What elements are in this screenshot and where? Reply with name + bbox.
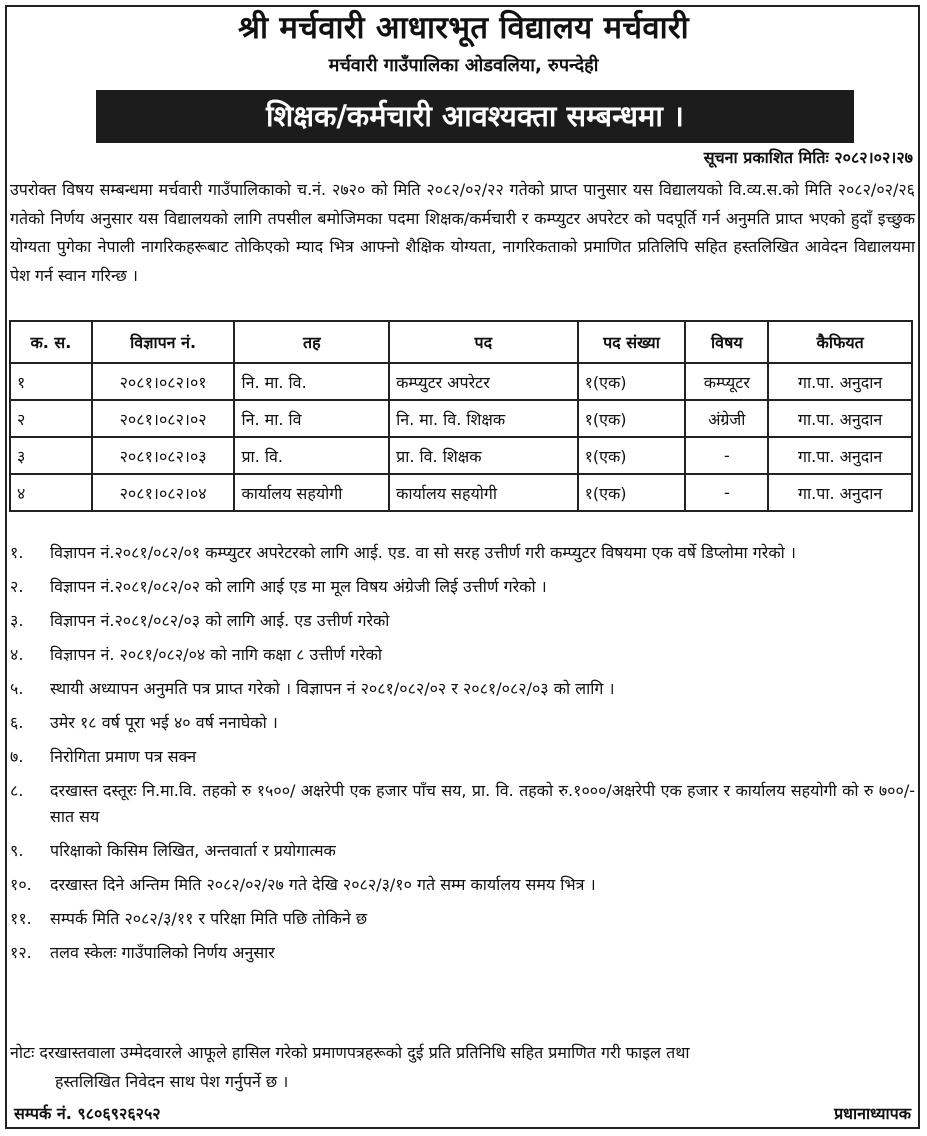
list-item (10, 838, 915, 864)
cell-level: नि. मा. वि (234, 400, 389, 437)
item-text: दरखास्त दिने अन्तिम मिति २०८२/०२/२७ गते देखि २०८२/३/१० गते सम्म कार्यालय समय भित्र । (50, 875, 596, 894)
list-item (10, 940, 915, 966)
item-text: उमेर १८ वर्ष पूरा भई ४० वर्ष ननाघेको । (50, 713, 278, 732)
list-item (10, 676, 915, 702)
item-text: विज्ञापन नं.२०८१/०८२/०३ को लागि आई. एड उत्तीर्ण गरेको (50, 611, 390, 630)
item-number: ७. (10, 747, 24, 766)
list-item (10, 574, 915, 600)
item-number: १२. (10, 943, 32, 962)
cell-level: प्रा. वि. (234, 437, 389, 474)
table-row (10, 474, 912, 511)
publish-date: सूचना प्रकाशित मितिः २०८२।०२।२७ (703, 148, 913, 167)
cell-count: १(एक) (578, 363, 686, 400)
cell-subject: - (685, 437, 768, 474)
list-item (10, 710, 915, 736)
item-number: २. (10, 577, 24, 596)
item-text: परिक्षाको किसिम लिखित, अन्तवार्ता र प्रयोगात्मक (50, 841, 336, 860)
signatory: प्रधानाध्यापक (834, 1104, 911, 1123)
list-item (10, 744, 915, 770)
list-item (10, 778, 915, 830)
cell-count: १(एक) (578, 400, 686, 437)
cell-subject: कम्प्यूटर (685, 363, 768, 400)
cell-serial: २ (10, 400, 92, 437)
list-item (10, 906, 915, 932)
cell-count: १(एक) (578, 437, 686, 474)
col-header-level: तह (234, 321, 389, 363)
col-header-ad-no: विज्ञापन नं. (92, 321, 235, 363)
cell-level: कार्यालय सहयोगी (234, 474, 389, 511)
cell-remarks: गा.पा. अनुदान (768, 474, 912, 511)
item-number: ५. (10, 679, 24, 698)
list-item (10, 872, 915, 898)
item-number: ११. (10, 909, 32, 928)
item-text: तलव स्केलः गाउँपालिको निर्णय अनुसार (50, 943, 275, 962)
table-row (10, 400, 912, 437)
cell-count: १(एक) (578, 474, 686, 511)
cell-remarks: गा.पा. अनुदान (768, 363, 912, 400)
cell-ad-no: २०८१।०८२।०३ (92, 437, 235, 474)
table-header-row (10, 321, 912, 363)
cell-post: कार्यालय सहयोगी (389, 474, 578, 511)
item-number: ६. (10, 713, 24, 732)
cell-post: कम्प्युटर अपरेटर (389, 363, 578, 400)
note-text: दरखास्तवाला उम्मेदवारले आफूले हासिल गरेको प्रमाणपत्रहरूको दुई प्रति प्रतिनिधि सहित प्रमाणित गरी फाइल तथा (39, 1043, 690, 1062)
item-number: ८. (10, 781, 24, 800)
table-row (10, 363, 912, 400)
item-number: ४. (10, 645, 24, 664)
cell-level: नि. मा. वि. (234, 363, 389, 400)
item-number: ९. (10, 841, 24, 860)
item-text: सम्पर्क मिति २०८२/३/११ र परिक्षा मिति पछि तोकिने छ (50, 909, 368, 928)
col-header-serial: क. स. (10, 321, 92, 363)
note-label: नोटः (10, 1043, 35, 1062)
cell-remarks: गा.पा. अनुदान (768, 437, 912, 474)
col-header-subject: विषय (685, 321, 768, 363)
contact-number: सम्पर्क नं. ९८०६९२६२५२ (14, 1104, 161, 1123)
list-item (10, 642, 915, 668)
item-number: १. (10, 543, 24, 562)
cell-serial: ४ (10, 474, 92, 511)
item-text: विज्ञापन नं.२०८१/०८२/०१ कम्प्युटर अपरेटरको लागि आई. एड. वा सो सरह उत्तीर्ण गरी कम्प्युटर विषयमा एक वर्षे डिप्लोमा गरेको । (50, 543, 796, 562)
cell-ad-no: २०८१।०८२।०४ (92, 474, 235, 511)
conditions-list (10, 540, 915, 974)
col-header-remarks: कैफियत (768, 321, 912, 363)
table-row (10, 437, 912, 474)
item-text: विज्ञापन नं.२०८१/०८२/०२ को लागि आई एड मा मूल विषय अंग्रेजी लिई उत्तीर्ण गरेको । (50, 577, 547, 596)
cell-ad-no: २०८१।०८२।०२ (92, 400, 235, 437)
cell-serial: ३ (10, 437, 92, 474)
list-item (10, 540, 915, 566)
notice-banner: शिक्षक/कर्मचारी आवश्यक्ता सम्बन्धमा । (96, 90, 854, 143)
cell-ad-no: २०८१।०८२।०१ (92, 363, 235, 400)
school-title: श्री मर्चवारी आधारभूत विद्यालय मर्चवारी (238, 10, 689, 46)
cell-post: नि. मा. वि. शिक्षक (389, 400, 578, 437)
cell-remarks: गा.पा. अनुदान (768, 400, 912, 437)
item-text: विज्ञापन नं. २०८१/०८२/०४ को नागि कक्षा ८ उत्तीर्ण गरेको (50, 645, 383, 664)
item-number: ३. (10, 611, 24, 630)
list-item (10, 608, 915, 634)
note-text-continued: हस्तलिखित निवेदन साथ पेश गर्नुपर्ने छ । (55, 1072, 289, 1091)
cell-subject: - (685, 474, 768, 511)
item-number: १०. (10, 875, 32, 894)
note-paragraph (10, 1038, 915, 1096)
col-header-post: पद (389, 321, 578, 363)
item-text: निरोगिता प्रमाण पत्र सक्न (50, 747, 197, 766)
cell-post: प्रा. वि. शिक्षक (389, 437, 578, 474)
cell-subject: अंग्रेजी (685, 400, 768, 437)
item-text: स्थायी अध्यापन अनुमति पत्र प्राप्त गरेको । विज्ञापन नं २०८१/०८२/०२ र २०८१/०८२/०३ को लागि । (50, 679, 615, 698)
vacancy-table (9, 320, 913, 512)
school-address: मर्चवारी गाउँपालिका ओडवलिया, रुपन्देही (328, 55, 599, 76)
col-header-count: पद संख्या (578, 321, 686, 363)
intro-paragraph: उपरोक्त विषय सम्बन्धमा मर्चवारी गाउँपालिकाको च.नं. २७२० को मिति २०८२/०२/२२ गतेको प्राप्त पानुसार यस विद्यालयको वि.व्य.स.को मिति २०८२/०२/२६ गतेको निर्णय अनुसार यस विद्यालयको लागि तपसील बमोजिमका पदमा शिक्षक/कर्मचारी र कम्प्युटर अपरेटर को पदपूर्ति गर्न अनुमति प्राप्त भएको हुदाँ इच्छुक योग्यता पुगेका नेपाली नागरिकहरूबाट तोकिएको म्याद भित्र आफ्नो शैक्षिक योग्यता, नागरिकताको प्रमाणित प्रतिलिपि सहित हस्तलिखित आवेदन विद्यालयमा पेश गर्न स्वान गरिन्छ । (10, 180, 915, 285)
cell-serial: १ (10, 363, 92, 400)
item-text: दरखास्त दस्तूरः नि.मा.वि. तहको रु १५००/ अक्षरेपी एक हजार पाँच सय, प्रा. वि. तहको रु.१०००/अक्षरेपी एक हजार र कार्यालय सहयोगी को रु ७००/- सात सय (50, 781, 915, 826)
